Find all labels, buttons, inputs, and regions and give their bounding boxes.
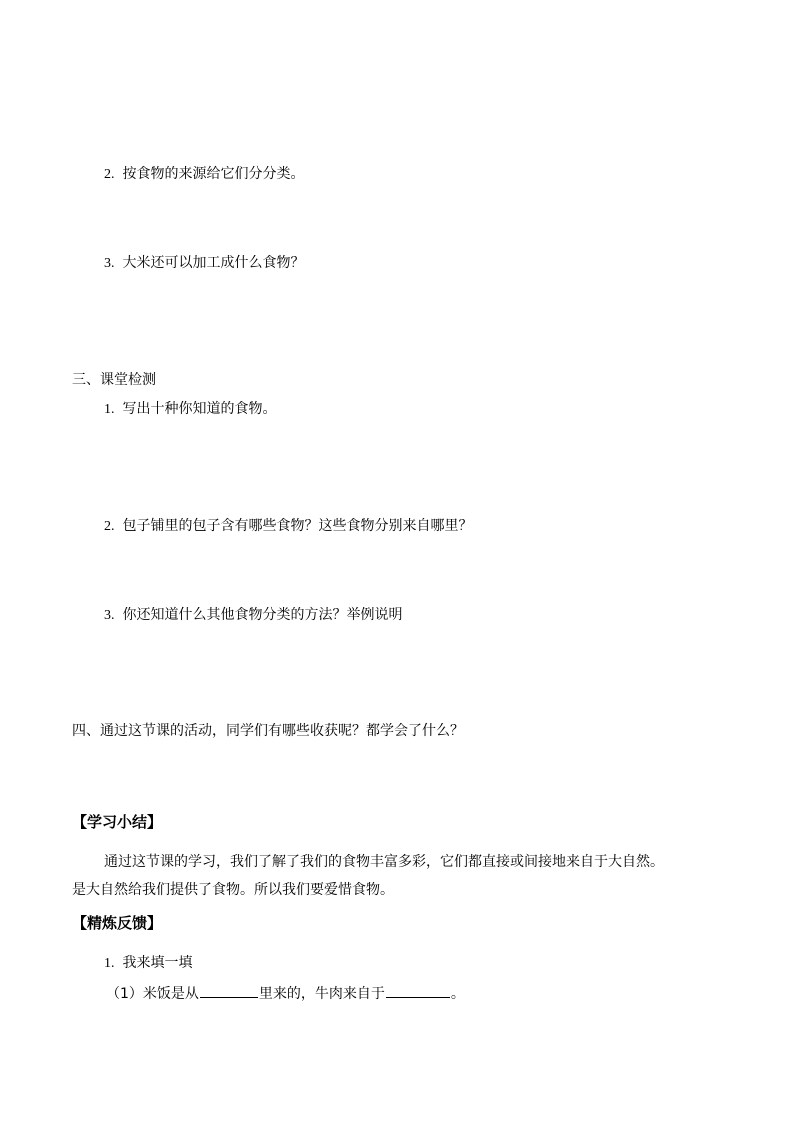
question-text: 你还知道什么其他食物分类的方法？举例说明 [122,607,403,623]
question-number: 1. [104,956,115,971]
feedback-heading: 【精炼反馈】 [72,914,163,932]
question-number: 2. [104,167,115,182]
section-3-title: 三、课堂检测 [72,372,156,388]
feedback-question-1 [104,953,193,974]
question-number: 3. [104,608,115,623]
question-text: 我来填一填 [122,955,193,971]
question-number: 1. [104,402,115,417]
question-text: 按食物的来源给它们分分类。 [122,166,305,182]
question-2-2 [104,164,305,185]
fill-blank-middle: 里来的，牛肉来自于 [258,986,385,1002]
question-2-3 [104,253,305,274]
summary-line-1: 通过这节课的学习，我们了解了我们的食物丰富多彩，它们都直接或间接地来自于大自然。 [104,854,664,870]
question-3-3 [104,605,403,626]
question-number: 3. [104,256,115,271]
question-number: 2. [104,519,115,534]
question-3-2 [104,516,473,537]
summary-line-2: 是大自然给我们提供了食物。所以我们要爱惜食物。 [72,882,394,898]
question-text: 大米还可以加工成什么食物？ [122,255,305,271]
summary-heading: 【学习小结】 [72,813,163,831]
fill-blank-prefix: （1）米饭是从 [106,986,199,1002]
section-4-title: 四、通过这节课的活动，同学们有哪些收获呢？都学会了什么？ [72,723,464,739]
question-text: 包子铺里的包子含有哪些食物？这些食物分别来自哪里？ [122,518,473,534]
fill-blank-item-1 [106,983,465,1004]
question-3-1 [104,399,277,420]
fill-blank-field-1[interactable] [200,983,258,998]
fill-blank-suffix: 。 [450,986,465,1002]
fill-blank-field-2[interactable] [386,983,450,998]
question-text: 写出十种你知道的食物。 [122,401,277,417]
